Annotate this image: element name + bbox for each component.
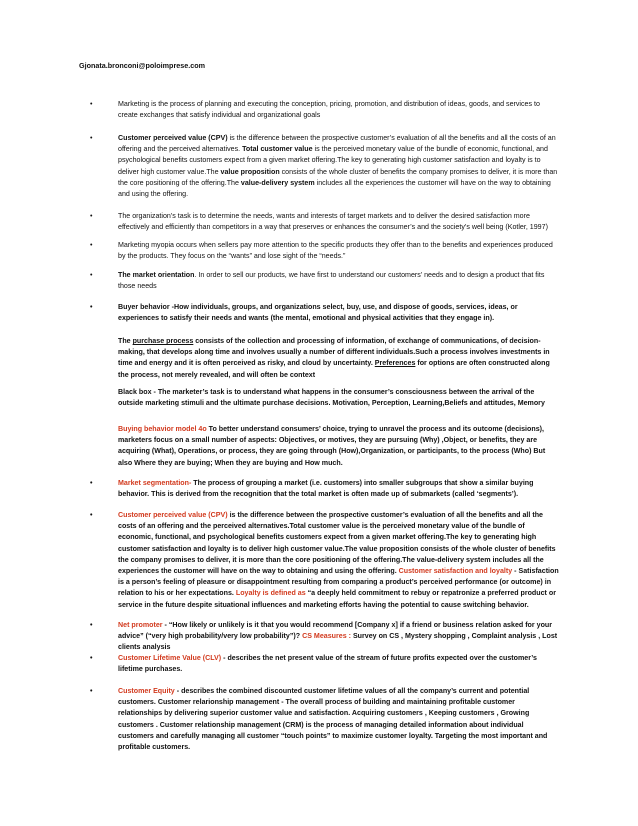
text: is the perceived monetary value of the bundle of economic, functional, and psychological benefits customers expect from a given market offering.The key to generating high customer satisfaction and loyalty is to deliver high customer value.The <box>118 145 548 176</box>
text: consists of the whole cluster of benefits the company promises to deliver, it is more than the core positioning of the offering.The <box>118 167 558 187</box>
task-paragraph: The organization’s task is to determine the needs, wants and interests of target markets and to deliver the desired satisfaction more effectively and efficiently than competitors in a way that preserves or enhances the consumer’s and the society’s well being (Kotler, 1997) <box>118 212 548 232</box>
text: is the difference between the prospective customer’s evaluation of all the benefits and all the costs of an offering and the perceived alternatives. <box>118 134 556 154</box>
term: value proposition <box>220 167 280 176</box>
bullet: • <box>90 100 93 108</box>
buying-model-paragraph <box>118 424 560 469</box>
marketing-definition: Marketing is the process of planning and executing the conception, pricing, promotion, and distribution of ideas, goods, and services to create exchanges that satisfy individual and organizational goals <box>118 100 540 120</box>
buyer-behavior-paragraph: Buyer behavior -How individuals, groups, and organizations select, buy, use, and dispose of goods, services, ideas, or experiences to satisfy their needs and wants (the mental, emotional and physical activities that they engage in). <box>118 303 518 323</box>
text: The <box>118 337 133 345</box>
term: Loyalty is defined as <box>235 589 306 598</box>
net-promoter-paragraph <box>118 620 560 654</box>
bullet: • <box>90 212 93 220</box>
term: Market segmentation- <box>118 479 192 487</box>
text: - describes the net present value of the stream of future profits expected over the customer’s lifetime purchases. <box>118 654 537 674</box>
black-box-paragraph: Black box - The marketer’s task is to understand what happens in the consumer’s consciousness between the arrival of the outside marketing stimuli and the ultimate purchase decisions. Motivation, Perception, Learning,Beliefs and attitudes, Memory <box>118 388 545 408</box>
text: The process of grouping a market (i.e. customers) into smaller subgroups that show a similar buying behavior. This is derived from the recognition that the total market is often made up of submarkets (called ‘segments’). <box>118 479 534 499</box>
bullet: • <box>90 511 93 519</box>
author-email: Gjonata.bronconi@poloimprese.com <box>79 61 206 70</box>
bullet: • <box>90 241 93 249</box>
term: Preferences <box>374 359 416 368</box>
term: Customer perceived value (CPV) <box>118 134 228 142</box>
term: The market orientation <box>118 271 195 279</box>
bullet: • <box>90 303 93 311</box>
text: . In order to sell our products, we have first to understand our customers’ needs and to design a product that fits those needs <box>118 271 545 291</box>
cpv-detailed-paragraph <box>118 510 560 611</box>
term: Customer satisfaction and loyalty <box>398 567 513 576</box>
term: purchase process <box>132 337 194 345</box>
clv-paragraph <box>118 653 560 675</box>
term: Total customer value <box>242 145 313 154</box>
text: To better understand consumers’ choice, trying to unravel the process and its outcome (decisions), marketers focus on a small number of aspects: Objectives, or motives, they are pursuing (Why) ,Object, or benefits, they are acquiring (What), Operations, or process, they are going through (How),Organization, or participants, to the process (Who) But also Where they are buying; When they are buying and How much. <box>118 425 546 467</box>
bullet: • <box>90 134 93 142</box>
term: Buying behavior model 4o <box>118 425 207 433</box>
myopia-paragraph: Marketing myopia occurs when sellers pay more attention to the specific products they offer than to the benefits and experiences produced by the products. They focus on the “wants” and lose sight of the “needs.” <box>118 241 553 261</box>
segmentation-paragraph <box>118 478 560 500</box>
bullet: • <box>90 687 93 695</box>
term: value-delivery system <box>240 178 315 187</box>
text: - describes the combined discounted customer lifetime values of all the company’s current and potential customers. Customer relarionship management - The overall process of building and maintaining profitable customer relationships by delivering superior customer value and satisfaction. Acquiring customers , Keeping customers , Growing customers . Customer relationship management (CRM) is the process of managing detailed information about individual customers and carefully managing all customer “touch points” to maximize customer loyalty. Targeting the most important and profitable customers. <box>118 687 548 752</box>
bullet: • <box>90 479 93 487</box>
term: Customer Equity <box>118 687 175 695</box>
text: is the difference between the prospective customer’s evaluation of all the benefits and all the costs of an offering and the perceived alternatives.Total customer value is the perceived monetary value of the bundle of economic, functional, and psychological benefits customers expect from a given market offering.The key to generating high customer satisfaction and loyalty is to deliver high customer value.The value proposition consists of the whole cluster of benefits the company promises to deliver, it is more than the core positioning of the offering.The value-delivery system includes all the experiences the customer will have on the way to obtaining and using the offering. <box>118 511 556 576</box>
text: Survey on CS , Mystery shopping , Complaint analysis , Lost clients analysis <box>118 632 558 652</box>
bullet: • <box>90 621 93 629</box>
text: for options are often constructed along the process, not merely revealed, and will often be context <box>118 359 550 379</box>
text: consists of the collection and processing of information, of exchange of communications, of decision-making, that develops along time and involves usually a number of different individuals.Such a process involves investments in time and energy and it is often perceived as risky, and cloud by uncertainty. <box>118 337 550 368</box>
term: Customer perceived value (CPV) <box>118 511 228 519</box>
bullet: • <box>90 654 93 662</box>
bullet: • <box>90 271 93 279</box>
customer-equity-paragraph <box>118 686 560 753</box>
text: - “How likely or unlikely is it that you would recommend [Company x] if a friend or business relation asked for your advice” (“very high probability/very low probability”)? <box>118 621 552 641</box>
cpv-paragraph <box>118 133 560 200</box>
term: CS Measures : <box>302 632 351 641</box>
purchase-process-paragraph <box>118 336 560 381</box>
text: “a deeply held commitment to rebuy or repatronize a preferred product or service in the future despite situational influences and marketing efforts having the potential to cause switching behavior. <box>118 589 556 609</box>
term: Customer Lifetime Value (CLV) <box>118 654 222 662</box>
orientation-paragraph <box>118 270 560 292</box>
term: Net promoter <box>118 621 163 629</box>
text: - Satisfaction is a person’s feeling of pleasure or disappointment resulting from comparing a product’s perceived performance (or outcome) in relation to his or her expectations. <box>118 567 559 598</box>
text: includes all the experiences the customer will have on the way to obtaining and using the offering. <box>118 178 551 199</box>
